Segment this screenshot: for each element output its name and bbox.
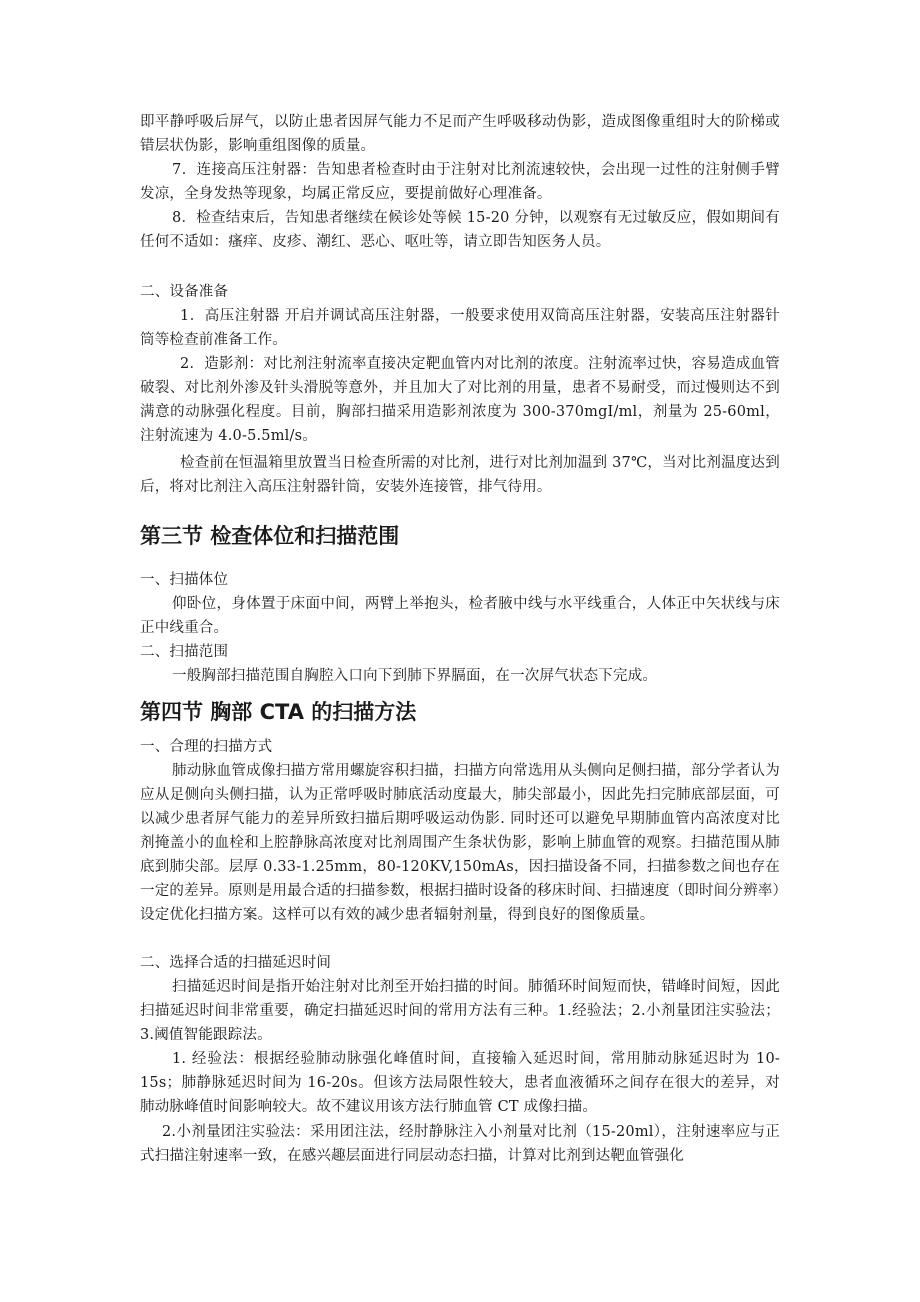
paragraph-contrast-agent: 2．造影剂：对比剂注射流率直接决定靶血管内对比剂的浓度。注射流率过快，容易造成血管破裂、对比剂外渗及针头滑脱等意外，并且加大了对比剂的用量，患者不易耐受，而过慢则达不到满意的动脉强化程度。目前，胸部扫描采用造影剂浓度为 300-370mgI/ml，剂量为 25-60ml，注射流速为 4.0-5.5ml/s。: [140, 356, 780, 444]
paragraph-scan-delay: 扫描延迟时间是指开始注射对比剂至开始扫描的时间。肺循环时间短而快，错峰时间短，因此扫描延迟时间非常重要，确定扫描延迟时间的常用方法有三种。1.经验法；2.小剂量团注实验法；3.阈值智能跟踪法。: [140, 979, 780, 1043]
paragraph-exam-end: 8．检查结束后，告知患者继续在候诊处等候 15-20 分钟，以观察有无过敏反应，假如期间有任何不适如：瘙痒、皮疹、潮红、恶心、呕吐等，请立即告知医务人员。: [140, 210, 780, 250]
paragraph-bolus-test: 2.小剂量团注实验法：采用团注法，经肘静脉注入小剂量对比剂（15-20ml），注射速率应与正式扫描注射速率一致，在感兴趣层面进行同层动态扫描，计算对比剂到达靶血管强化: [140, 1124, 780, 1164]
section-equipment-prep: 二、设备准备: [140, 284, 229, 300]
section-scan-range: 二、扫描范围: [140, 644, 229, 660]
heading-section-three: 第三节 检查体位和扫描范围: [140, 524, 400, 548]
section-scan-mode: 一、合理的扫描方式: [140, 739, 273, 755]
paragraph-high-pressure-injector: 1．高压注射器 开启并调试高压注射器，一般要求使用双筒高压注射器，安装高压注射器针筒等检查前准备工作。: [140, 308, 780, 348]
section-scan-delay: 二、选择合适的扫描延迟时间: [140, 955, 332, 971]
paragraph-experience-method: 1. 经验法：根据经验肺动脉强化峰值时间，直接输入延迟时间，常用肺动脉延迟时为 10-15s；肺静脉延迟时间为 16-20s。但该方法局限性较大，患者血液循环之间存在很大的差异，对肺动脉峰值时间影响较大。故不建议用该方法行肺血管 CT 成像扫描。: [140, 1051, 780, 1115]
heading-section-four: 第四节 胸部 CTA 的扫描方法: [140, 700, 417, 724]
section-scan-position: 一、扫描体位: [140, 572, 229, 588]
paragraph-breath-hold: 即平静呼吸后屏气，以防止患者因屏气能力不足而产生呼吸移动伪影，造成图像重组时大的阶梯或错层状伪影，影响重组图像的质量。: [140, 114, 780, 154]
paragraph-contrast-warming: 检查前在恒温箱里放置当日检查所需的对比剂，进行对比剂加温到 37℃，当对比剂温度达到后，将对比剂注入高压注射器针筒，安装外连接管，排气待用。: [140, 455, 780, 495]
paragraph-injector-connection: 7．连接高压注射器：告知患者检查时由于注射对比剂流速较快，会出现一过性的注射侧手臂发凉，全身发热等现象，均属正常反应，要提前做好心理准备。: [140, 162, 780, 202]
paragraph-scan-mode: 肺动脉血管成像扫描方常用螺旋容积扫描，扫描方向常选用从头侧向足侧扫描，部分学者认为应从足侧向头侧扫描，认为正常呼吸时肺底活动度最大，肺尖部最小，因此先扫完肺底部层面，可以减少患者屏气能力的差异所致扫描后期呼吸运动伪影. 同时还可以避免早期肺血管内高浓度对比剂掩盖小的血栓和上腔静脉高浓度对比剂周围产生条状伪影，影响上肺血管的观察。扫描范围从肺底到肺尖部。层厚 0.33-1.25mm，80-120KV,150mAs，因扫描设备不同，扫描参数之间也存在一定的差异。原则是用最合适的扫描参数，根据扫描时设备的移床时间、扫描速度（即时间分辨率）设定优化扫描方案。这样可以有效的减少患者辐射剂量，得到良好的图像质量。: [140, 763, 780, 923]
paragraph-scan-range: 一般胸部扫描范围自胸腔入口向下到肺下界膈面，在一次屏气状态下完成。: [172, 668, 658, 684]
paragraph-scan-position: 仰卧位，身体置于床面中间，两臂上举抱头，检者腋中线与水平线重合，人体正中矢状线与床正中线重合。: [140, 596, 780, 636]
